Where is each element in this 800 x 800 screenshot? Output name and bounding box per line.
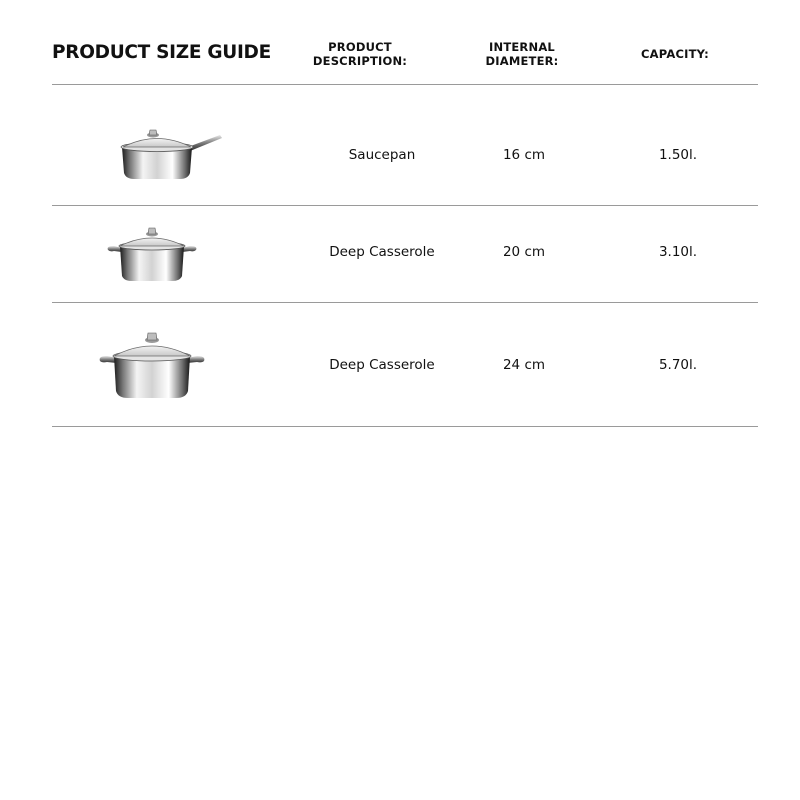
row-capacity: 1.50l.: [658, 147, 698, 163]
size-guide: [52, 0, 758, 427]
saucepan-icon: [118, 127, 224, 187]
row-capacity: 3.10l.: [658, 244, 698, 260]
table-row: [52, 206, 758, 303]
page-title: PRODUCT SIZE GUIDE: [52, 42, 271, 63]
column-header-capacity: CAPACITY:: [641, 47, 709, 61]
row-capacity: 5.70l.: [658, 357, 698, 373]
deep-casserole-icon: [106, 224, 198, 288]
guide-header: [52, 0, 758, 85]
row-description: Saucepan: [348, 147, 416, 163]
row-description: Deep Casserole: [329, 244, 435, 260]
column-header-description: PRODUCT DESCRIPTION:: [312, 40, 408, 68]
row-diameter: 16 cm: [502, 147, 546, 163]
column-header-diameter: INTERNAL DIAMETER:: [485, 40, 559, 68]
deep-casserole-icon: [98, 329, 206, 405]
table-row: [52, 303, 758, 427]
table-row: [52, 85, 758, 206]
row-diameter: 24 cm: [502, 357, 546, 373]
row-diameter: 20 cm: [502, 244, 546, 260]
row-description: Deep Casserole: [329, 357, 435, 373]
